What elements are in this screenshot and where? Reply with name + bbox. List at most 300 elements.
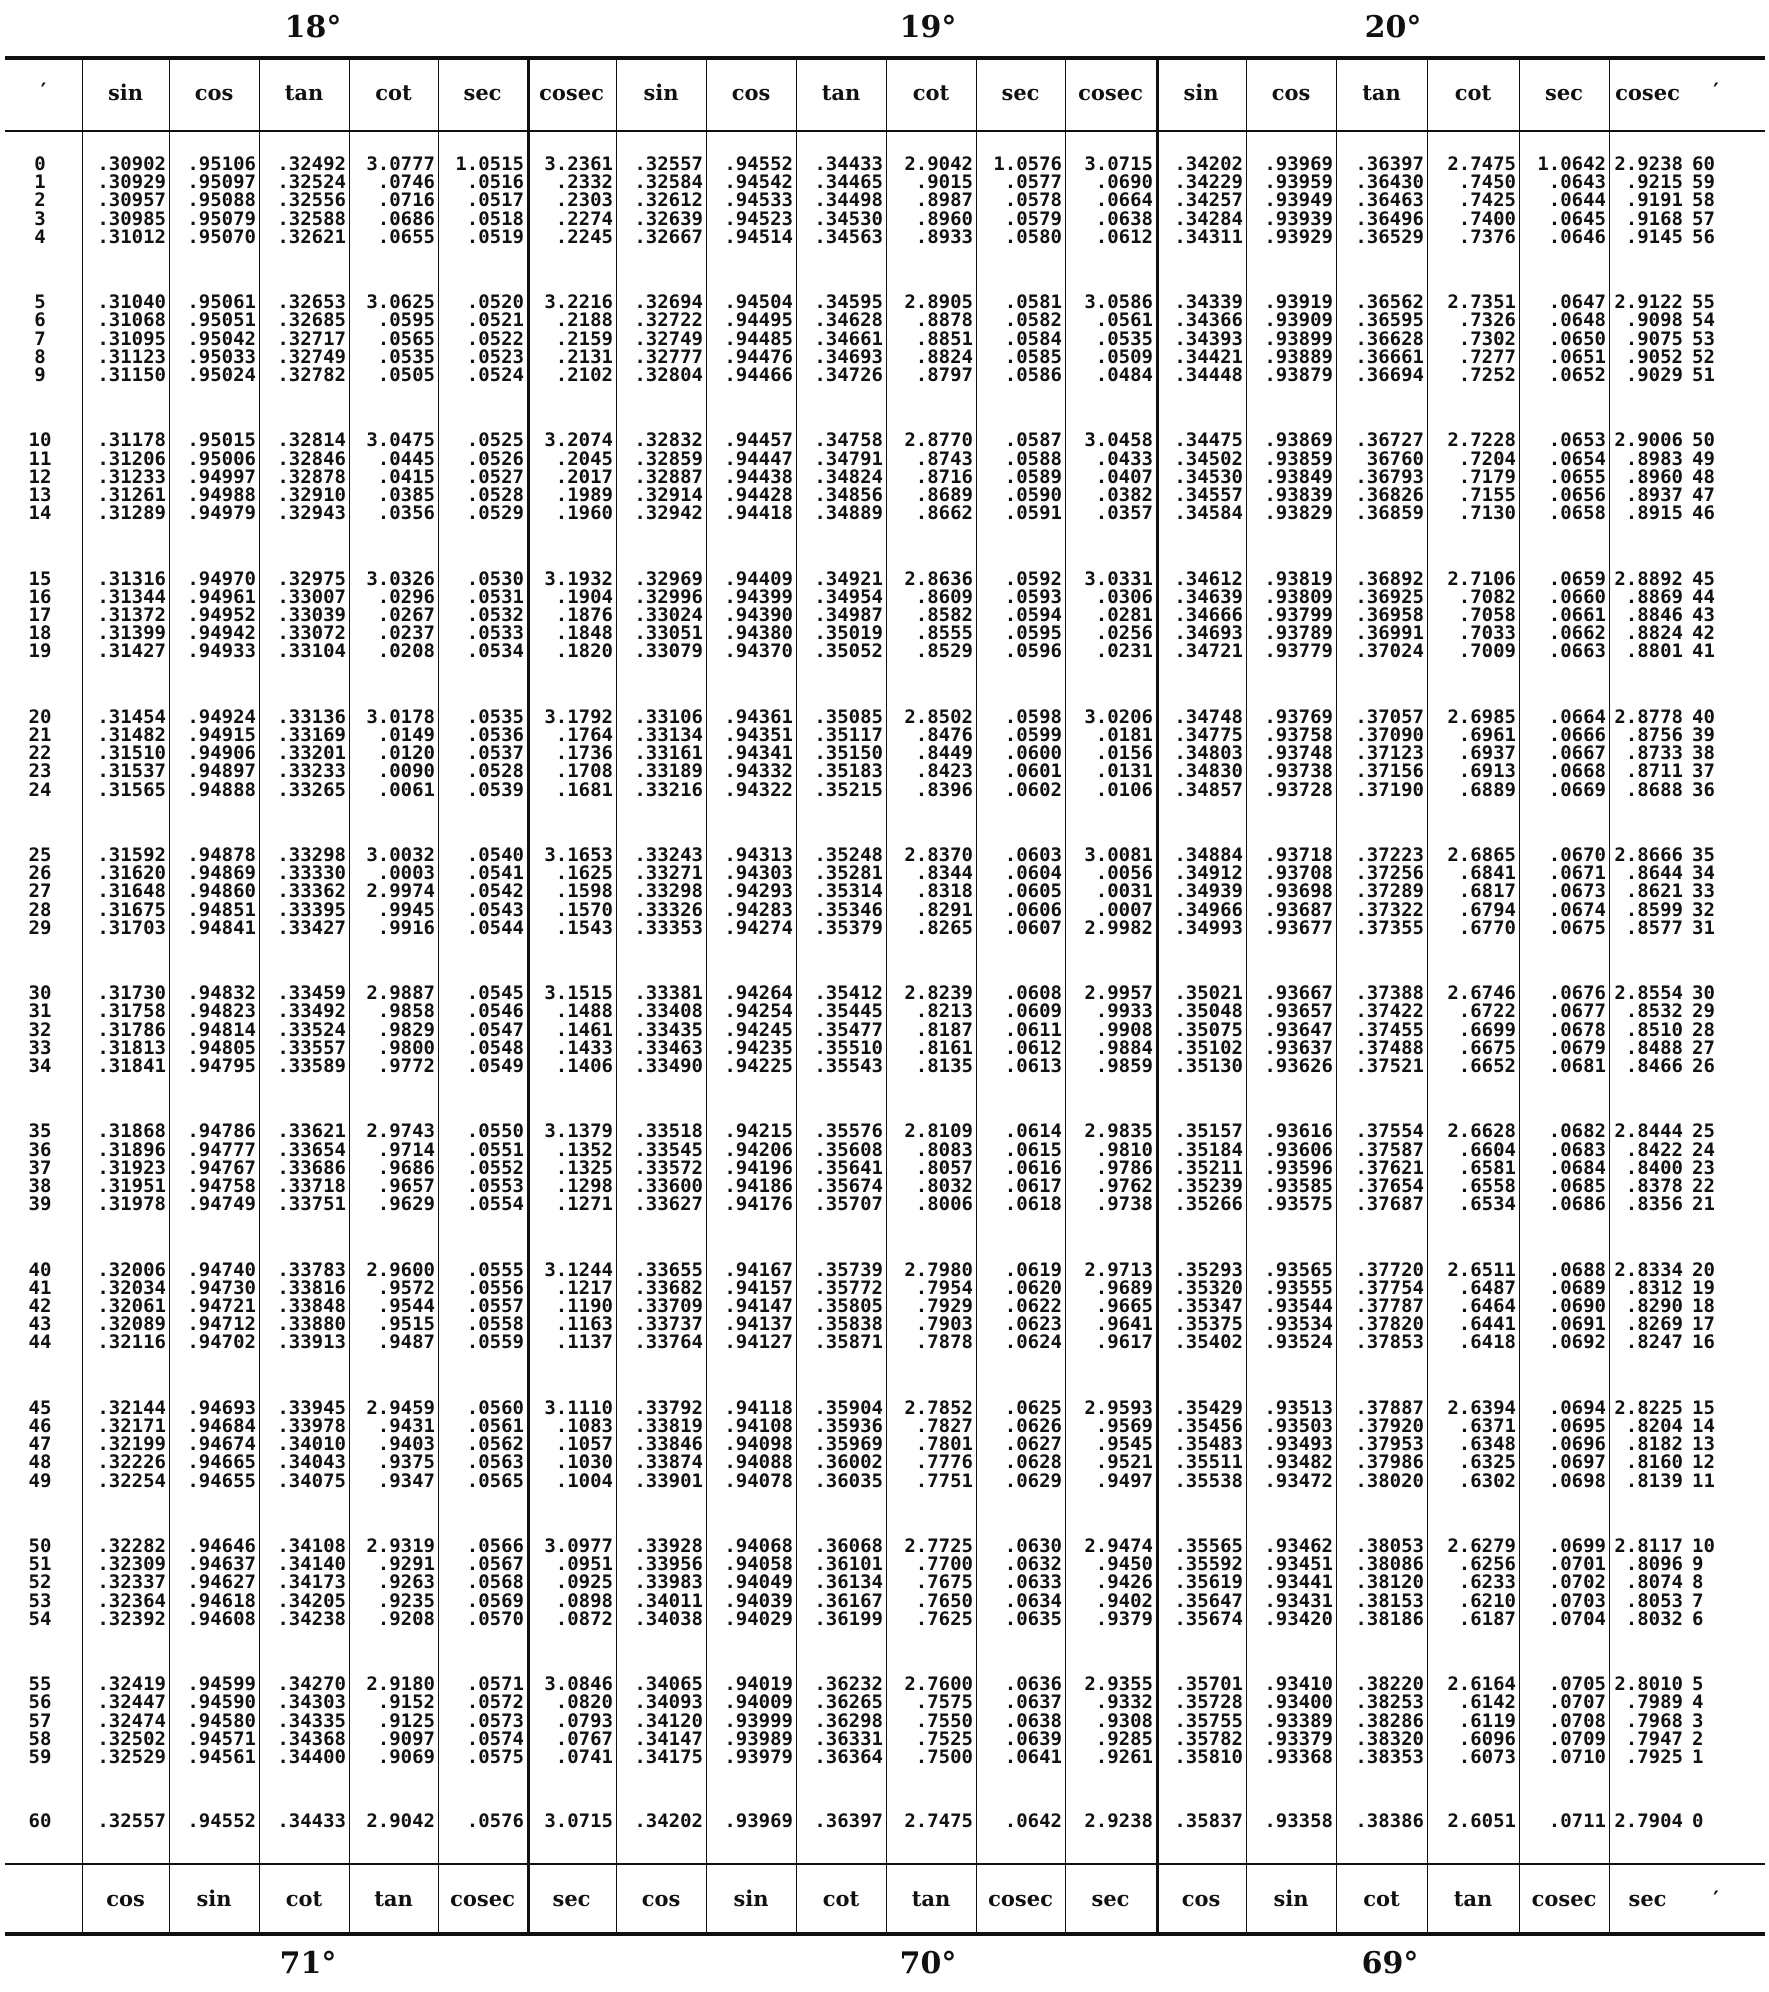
table-cell: .0561 (466, 1415, 524, 1437)
table-cell: .32529 (97, 1746, 166, 1768)
table-cell: .94933 (187, 640, 256, 663)
table-cell: .94702 (187, 1331, 256, 1354)
column-header: tan (821, 80, 861, 105)
minute-label: 47 (28, 1433, 52, 1456)
table-cell: .0707 (1548, 1691, 1606, 1714)
table-cell: .94952 (187, 604, 256, 626)
table-cell: 2.8778 (1614, 705, 1683, 728)
table-cell: .0697 (1548, 1451, 1606, 1474)
table-cell: .37223 (1355, 844, 1424, 866)
table-cell: .94637 (187, 1553, 256, 1576)
table-cell: .0698 (1548, 1469, 1606, 1492)
table-cell: .0677 (1548, 1000, 1606, 1023)
table-cell: .36068 (814, 1535, 883, 1557)
table-cell: .8476 (915, 724, 973, 746)
table-cell: .9544 (377, 1295, 435, 1317)
table-cell: .0579 (1004, 207, 1062, 230)
table-cell: 3.0715 (544, 1810, 613, 1832)
table-cell: .36958 (1355, 604, 1424, 626)
table-cell: .94749 (187, 1193, 256, 1216)
table-cell: 3.0326 (366, 567, 435, 590)
minute-label: 16 (28, 585, 52, 608)
table-cell: .94674 (187, 1433, 256, 1456)
table-cell: .0547 (466, 1018, 524, 1041)
table-cell: .34830 (1174, 760, 1243, 783)
table-cell: .0639 (1004, 1727, 1062, 1750)
top-degree-label: 19° (899, 10, 957, 45)
horizontal-rule (5, 56, 1765, 60)
table-cell: .0445 (377, 447, 435, 470)
table-cell: .0746 (377, 171, 435, 194)
table-cell: .31868 (97, 1120, 166, 1143)
table-cell: .36265 (814, 1691, 883, 1714)
table-cell: 3.0715 (1084, 153, 1153, 175)
table-cell: .8400 (1625, 1156, 1683, 1179)
table-cell: .38020 (1355, 1469, 1424, 1492)
table-cell: .0540 (466, 844, 524, 866)
table-cell: .35871 (814, 1331, 883, 1354)
table-cell: .8733 (1625, 742, 1683, 765)
table-cell: .6817 (1458, 880, 1516, 903)
table-cell: .8032 (1625, 1607, 1683, 1630)
table-cell: 2.8334 (1614, 1258, 1683, 1281)
table-cell: .0571 (466, 1673, 524, 1696)
table-cell: .2303 (555, 189, 613, 212)
table-cell: .93657 (1264, 1000, 1333, 1023)
table-cell: .9075 (1625, 327, 1683, 350)
column-footer: cot (1363, 1886, 1400, 1911)
minute-label: 51 (28, 1553, 52, 1576)
table-cell: .35052 (814, 640, 883, 663)
table-cell: .93728 (1264, 778, 1333, 801)
table-cell: .0622 (1004, 1295, 1062, 1317)
table-cell: .6604 (1458, 1138, 1516, 1161)
table-cell: .8621 (1625, 880, 1683, 903)
table-cell: .0661 (1548, 604, 1606, 626)
table-cell: .34693 (814, 345, 883, 368)
table-cell: .9641 (1095, 1313, 1153, 1336)
table-cell: .38086 (1355, 1553, 1424, 1576)
table-cell: .33709 (634, 1295, 703, 1317)
table-cell: .6302 (1458, 1469, 1516, 1492)
table-cell: .8423 (915, 760, 973, 783)
table-cell: .94303 (724, 862, 793, 885)
minute-label: 40 (28, 1258, 52, 1281)
table-cell: .34661 (814, 327, 883, 350)
table-cell: 3.1110 (544, 1396, 613, 1419)
minute-label: 27 (28, 880, 52, 903)
table-cell: .94552 (187, 1810, 256, 1832)
table-cell: .8182 (1625, 1433, 1683, 1456)
table-cell: .0553 (466, 1175, 524, 1197)
table-cell: .35211 (1174, 1156, 1243, 1179)
minute-label-right: 18 (1692, 1295, 1715, 1317)
minute-label: 42 (28, 1295, 52, 1317)
table-cell: .8269 (1625, 1313, 1683, 1336)
column-footer: sec (1091, 1886, 1130, 1911)
minute-label-right: 54 (1692, 309, 1715, 332)
table-cell: 3.0458 (1084, 429, 1153, 452)
table-cell: .34824 (814, 465, 883, 488)
table-cell: .93939 (1264, 207, 1333, 230)
table-cell: .94869 (187, 862, 256, 885)
minute-label-right: 39 (1692, 724, 1715, 746)
table-cell: .1271 (555, 1193, 613, 1216)
table-cell: .0872 (555, 1607, 613, 1630)
table-cell: .36595 (1355, 309, 1424, 332)
table-cell: .33600 (634, 1175, 703, 1197)
table-cell: .94341 (724, 742, 793, 765)
table-cell: .34502 (1174, 447, 1243, 470)
table-cell: .33051 (634, 622, 703, 645)
table-cell: .0793 (555, 1709, 613, 1732)
table-cell: .32392 (97, 1607, 166, 1630)
table-cell: .36991 (1355, 622, 1424, 645)
table-cell: .8933 (915, 225, 973, 248)
table-cell: .9450 (1095, 1553, 1153, 1576)
minute-label: 0 (34, 153, 46, 175)
table-cell: .0181 (1095, 724, 1153, 746)
table-cell: .0003 (377, 862, 435, 885)
minute-label: 7 (34, 327, 46, 350)
table-cell: .9029 (1625, 364, 1683, 386)
table-cell: .0560 (466, 1396, 524, 1419)
table-cell: .7925 (1625, 1746, 1683, 1768)
table-cell: .8937 (1625, 484, 1683, 506)
table-cell: 3.0178 (366, 705, 435, 728)
table-cell: .0536 (466, 724, 524, 746)
table-cell: .34628 (814, 309, 883, 332)
table-cell: .34921 (814, 567, 883, 590)
minute-label: 12 (28, 465, 52, 488)
table-cell: .9431 (377, 1415, 435, 1437)
table-cell: .35021 (1174, 982, 1243, 1005)
table-cell: .94970 (187, 567, 256, 590)
minute-header-left: ′ (40, 78, 47, 103)
table-cell: .2017 (555, 465, 613, 488)
minute-label-right: 4 (1692, 1691, 1704, 1714)
minute-label-right: 45 (1692, 567, 1715, 590)
minute-label: 30 (28, 982, 52, 1005)
table-cell: 1.0515 (455, 153, 524, 175)
table-cell: 2.8010 (1614, 1673, 1683, 1696)
table-cell: .94196 (724, 1156, 793, 1179)
table-cell: .0237 (377, 622, 435, 645)
table-cell: .35772 (814, 1276, 883, 1299)
minute-label: 28 (28, 898, 52, 921)
table-cell: .0566 (466, 1535, 524, 1557)
table-cell: .0523 (466, 345, 524, 368)
table-cell: .94098 (724, 1433, 793, 1456)
table-cell: .33216 (634, 778, 703, 801)
table-cell: .1736 (555, 742, 613, 765)
table-cell: .35293 (1174, 1258, 1243, 1281)
minute-label-right: 51 (1692, 364, 1715, 386)
table-cell: .33435 (634, 1018, 703, 1041)
minute-label-right: 30 (1692, 982, 1715, 1005)
table-cell: 3.1379 (544, 1120, 613, 1143)
table-cell: .9125 (377, 1709, 435, 1732)
table-cell: .0584 (1004, 327, 1062, 350)
table-cell: .32878 (277, 465, 346, 488)
table-cell: .37024 (1355, 640, 1424, 663)
table-cell: .94814 (187, 1018, 256, 1041)
minute-label-right: 6 (1692, 1607, 1704, 1630)
table-cell: 2.6164 (1447, 1673, 1516, 1696)
table-cell: .0704 (1548, 1607, 1606, 1630)
table-cell: .94068 (724, 1535, 793, 1557)
table-cell: .9689 (1095, 1276, 1153, 1299)
table-cell: .0623 (1004, 1313, 1062, 1336)
table-cell: .94786 (187, 1120, 256, 1143)
table-cell: .7929 (915, 1295, 973, 1317)
table-cell: .35215 (814, 778, 883, 801)
table-cell: .8915 (1625, 502, 1683, 525)
table-cell: .94399 (724, 585, 793, 608)
table-cell: .32777 (634, 345, 703, 368)
minute-label: 58 (28, 1727, 52, 1750)
table-cell: .0603 (1004, 844, 1062, 866)
table-cell: .2245 (555, 225, 613, 248)
minute-label-right: 28 (1692, 1018, 1715, 1041)
table-cell: .0587 (1004, 429, 1062, 452)
table-cell: .94457 (724, 429, 793, 452)
table-cell: .0643 (1548, 171, 1606, 194)
table-cell: .33362 (277, 880, 346, 903)
table-cell: .94504 (724, 291, 793, 314)
table-cell: .35281 (814, 862, 883, 885)
column-header: cosec (1615, 80, 1680, 105)
table-cell: .32717 (277, 327, 346, 350)
column-header: sin (107, 80, 144, 105)
table-cell: .9686 (377, 1156, 435, 1179)
table-cell: .7277 (1458, 345, 1516, 368)
table-cell: .0208 (377, 640, 435, 663)
table-cell: .7751 (915, 1469, 973, 1492)
table-cell: .0606 (1004, 898, 1062, 921)
table-cell: .0686 (377, 207, 435, 230)
table-cell: .95079 (187, 207, 256, 230)
table-cell: .31482 (97, 724, 166, 746)
table-cell: .32846 (277, 447, 346, 470)
table-cell: .0617 (1004, 1175, 1062, 1197)
table-cell: .7700 (915, 1553, 973, 1576)
table-cell: .2159 (555, 327, 613, 350)
table-cell: .94552 (724, 153, 793, 175)
table-cell: .0716 (377, 189, 435, 212)
table-cell: .7989 (1625, 1691, 1683, 1714)
table-cell: .33848 (277, 1295, 346, 1317)
table-cell: .0666 (1548, 724, 1606, 746)
table-cell: 3.0475 (366, 429, 435, 452)
table-cell: .34498 (814, 189, 883, 212)
table-cell: .0562 (466, 1433, 524, 1456)
table-cell: .32814 (277, 429, 346, 452)
table-cell: 2.9042 (366, 1810, 435, 1832)
table-cell: .38120 (1355, 1571, 1424, 1594)
table-cell: .7500 (915, 1746, 973, 1768)
table-cell: .0592 (1004, 567, 1062, 590)
table-cell: .0673 (1548, 880, 1606, 903)
table-cell: .33104 (277, 640, 346, 663)
table-cell: .32556 (277, 189, 346, 212)
table-cell: .35707 (814, 1193, 883, 1216)
table-cell: .8555 (915, 622, 973, 645)
table-cell: .32282 (97, 1535, 166, 1557)
table-cell: .9569 (1095, 1415, 1153, 1437)
table-cell: .0692 (1548, 1331, 1606, 1354)
minute-label-right: 27 (1692, 1036, 1715, 1059)
column-footer: cosec (988, 1886, 1053, 1911)
table-cell: .34120 (634, 1709, 703, 1732)
table-cell: .7252 (1458, 364, 1516, 386)
table-cell: .93839 (1264, 484, 1333, 506)
table-cell: .1298 (555, 1175, 613, 1197)
table-cell: .36628 (1355, 327, 1424, 350)
table-cell: .94693 (187, 1396, 256, 1419)
table-cell: 2.9319 (366, 1535, 435, 1557)
table-cell: .0575 (466, 1746, 524, 1768)
table-cell: .0645 (1548, 207, 1606, 230)
minute-label: 46 (28, 1415, 52, 1437)
table-cell: .94851 (187, 898, 256, 921)
table-cell: .31951 (97, 1175, 166, 1197)
table-cell: .94409 (724, 567, 793, 590)
table-cell: .35936 (814, 1415, 883, 1437)
table-cell: .1876 (555, 604, 613, 626)
table-cell: .94418 (724, 502, 793, 525)
table-cell: .6142 (1458, 1691, 1516, 1714)
table-cell: .0131 (1095, 760, 1153, 783)
table-cell: .0629 (1004, 1469, 1062, 1492)
table-cell: .93859 (1264, 447, 1333, 470)
table-cell: .93544 (1264, 1295, 1333, 1317)
table-cell: .8983 (1625, 447, 1683, 470)
table-cell: .1217 (555, 1276, 613, 1299)
table-cell: .94380 (724, 622, 793, 645)
table-cell: .0556 (466, 1276, 524, 1299)
table-cell: .7675 (915, 1571, 973, 1594)
column-header: cosec (1078, 80, 1143, 105)
table-cell: .0611 (1004, 1018, 1062, 1041)
table-cell: .34038 (634, 1607, 703, 1630)
table-cell: .0652 (1548, 364, 1606, 386)
table-cell: .0090 (377, 760, 435, 783)
table-cell: .8869 (1625, 585, 1683, 608)
table-cell: .35239 (1174, 1175, 1243, 1197)
table-cell: .0518 (466, 207, 524, 230)
table-cell: .33682 (634, 1276, 703, 1299)
minute-label: 36 (28, 1138, 52, 1161)
table-cell: .94058 (724, 1553, 793, 1576)
minute-label: 3 (34, 207, 46, 230)
table-cell: .35477 (814, 1018, 883, 1041)
minute-label-right: 5 (1692, 1673, 1704, 1696)
table-cell: .37322 (1355, 898, 1424, 921)
table-cell: .6233 (1458, 1571, 1516, 1594)
table-cell: .0668 (1548, 760, 1606, 783)
table-cell: .94206 (724, 1138, 793, 1161)
table-cell: .0670 (1548, 844, 1606, 866)
table-cell: .94088 (724, 1451, 793, 1474)
table-cell: .0653 (1548, 429, 1606, 452)
table-cell: 3.1515 (544, 982, 613, 1005)
minute-label: 44 (28, 1331, 52, 1354)
table-cell: 2.6279 (1447, 1535, 1516, 1557)
table-cell: .35347 (1174, 1295, 1243, 1317)
table-cell: .31703 (97, 916, 166, 939)
table-cell: .8577 (1625, 916, 1683, 939)
table-cell: .94665 (187, 1451, 256, 1474)
table-cell: .0524 (466, 364, 524, 386)
minute-label-right: 52 (1692, 345, 1715, 368)
table-cell: .31758 (97, 1000, 166, 1023)
table-cell: .33945 (277, 1396, 346, 1419)
table-cell: 2.8370 (904, 844, 973, 866)
table-cell: .0632 (1004, 1553, 1062, 1576)
table-cell: .9884 (1095, 1036, 1153, 1059)
table-cell: .35592 (1174, 1553, 1243, 1576)
table-cell: .2131 (555, 345, 613, 368)
table-cell: .0306 (1095, 585, 1153, 608)
table-cell: .0007 (1095, 898, 1153, 921)
table-cell: .32144 (97, 1396, 166, 1419)
table-cell: .35543 (814, 1055, 883, 1077)
table-cell: .9859 (1095, 1055, 1153, 1077)
table-cell: .6441 (1458, 1313, 1516, 1336)
table-cell: .32943 (277, 502, 346, 525)
table-cell: .9772 (377, 1055, 435, 1077)
table-cell: .1163 (555, 1313, 613, 1336)
table-cell: .34993 (1174, 916, 1243, 939)
bottom-degree-label: 70° (899, 1946, 957, 1981)
table-cell: 2.8225 (1614, 1396, 1683, 1419)
table-cell: .9308 (1095, 1709, 1153, 1732)
table-cell: .38153 (1355, 1589, 1424, 1612)
table-cell: .94118 (724, 1396, 793, 1419)
table-cell: .34748 (1174, 705, 1243, 728)
table-cell: .33751 (277, 1193, 346, 1216)
table-cell: .9762 (1095, 1175, 1153, 1197)
table-cell: .0559 (466, 1331, 524, 1354)
table-cell: .7204 (1458, 447, 1516, 470)
table-cell: .35576 (814, 1120, 883, 1143)
table-cell: 2.9474 (1084, 1535, 1153, 1557)
table-cell: 2.9835 (1084, 1120, 1153, 1143)
column-header: sec (1545, 80, 1583, 105)
table-cell: .32749 (634, 327, 703, 350)
table-cell: .8689 (915, 484, 973, 506)
table-cell: .35969 (814, 1433, 883, 1456)
minute-label-right: 3 (1692, 1709, 1704, 1732)
table-cell: .8396 (915, 778, 973, 801)
table-cell: .37754 (1355, 1276, 1424, 1299)
table-cell: .36529 (1355, 225, 1424, 248)
table-cell: .94215 (724, 1120, 793, 1143)
table-cell: .0820 (555, 1691, 613, 1714)
table-cell: .32694 (634, 291, 703, 314)
table-cell: .37190 (1355, 778, 1424, 801)
table-cell: .2274 (555, 207, 613, 230)
table-cell: .1137 (555, 1331, 613, 1354)
table-cell: .95033 (187, 345, 256, 368)
table-cell: .9208 (377, 1607, 435, 1630)
table-cell: .7425 (1458, 189, 1516, 212)
table-cell: .1820 (555, 640, 613, 663)
table-cell: .35429 (1174, 1396, 1243, 1419)
table-cell: .0519 (466, 225, 524, 248)
table-cell: .33737 (634, 1313, 703, 1336)
